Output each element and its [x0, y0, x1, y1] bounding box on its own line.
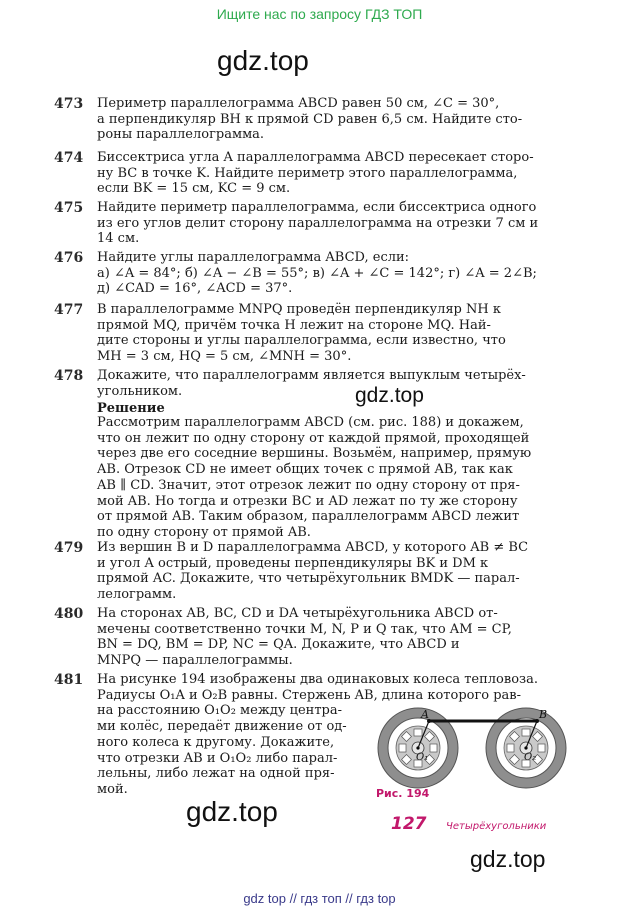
search-hint-link[interactable]: Ищите нас по запросу ГДЗ ТОП	[216, 6, 423, 22]
problem-text: На сторонах AB, BC, CD и DA четырёхугольника ABCD от- мечены соответственно точки M, N, P и Q так, что AM = CP, BN = DQ, BM = DP, NC = QA. Докажите, что ABCD и MNPQ — параллелограммы.	[97, 606, 512, 669]
problem-text: Периметр параллелограмма ABCD равен 50 см, ∠C = 30°, а перпендикуляр BH к прямой CD равен 6,5 см. Найдите сто- роны параллелограмма.	[97, 96, 523, 143]
footer-links[interactable]: gdz top // гдз топ // гдз top	[243, 891, 396, 906]
watermark: gdz.top	[217, 45, 309, 76]
solution-heading: Решение	[97, 401, 165, 416]
problem-text: Найдите периметр параллелограмма, если биссектриса одного из его углов делит сторону параллелограмма на отрезки 7 см и 14 см.	[97, 200, 539, 247]
label-a: A	[421, 708, 429, 721]
problem-text: Из вершин B и D параллелограмма ABCD, у которого AB ≠ BC и угол A острый, проведены перпендикуляры BK и DM к прямой AC. Докажите, что четырёхугольник BMDK — парал- лелограмм.	[97, 540, 529, 603]
problem-number: 473	[54, 96, 84, 112]
solution-text: Рассмотрим параллелограмм ABCD (см. рис. 188) и докажем, что он лежит по одну сторону от каждой прямой, проходящей через две его соседние вершины. Возьмём, например, прямую AB. Отрезок CD не имеет общих точек с прямой AB, так как AB ∥ CD. Значит, этот отрезок лежит по одну сторону от пря- мой AB. Но тогда и отрезки BC и AD лежат по ту же сторону от прямой AB. Таким образом, параллелограмм ABCD лежит по одну сторону от прямой AB.	[97, 415, 532, 540]
label-o2: O₂	[524, 752, 537, 763]
problem-text: Найдите углы параллелограмма ABCD, если: а) ∠A = 84°; б) ∠A − ∠B = 55°; в) ∠A + ∠C = 142°; г) ∠A = 2∠B; д) ∠CAD = 16°, ∠ACD = 37°.	[97, 250, 537, 297]
page-number: 127	[391, 814, 427, 834]
problem-number: 474	[54, 150, 84, 166]
figure-wheels	[372, 704, 570, 794]
problem-text: Биссектриса угла A параллелограмма ABCD пересекает сторо- ну BC в точке K. Найдите периметр этого параллелограмма, если BK = 15 см, KC = 9 см.	[97, 150, 534, 197]
problem-number: 475	[54, 200, 84, 216]
label-b: B	[539, 708, 548, 721]
problem-number: 480	[54, 606, 84, 622]
label-o1: O₁	[416, 752, 429, 763]
problem-text: Докажите, что параллелограмм является выпуклым четырёх- угольником.	[97, 368, 526, 399]
chapter-title: Четырёхугольники	[446, 821, 547, 832]
problem-text: В параллелограмме MNPQ проведён перпендикуляр NH к прямой MQ, причём точка H лежит на стороне MQ. Най- дите стороны и углы параллелограмма, если известно, что MH = 3 см, HQ = 5 см, ∠MNH = 30°.	[97, 302, 506, 365]
watermark: gdz.top	[355, 384, 424, 407]
problem-number: 476	[54, 250, 84, 266]
problem-number: 478	[54, 368, 84, 384]
problem-text: На рисунке 194 изображены два одинаковых колеса тепловоза. Радиусы O₁A и O₂B равны. Стержень AB, длина которого рав- на расстоянию O₁O₂ между центра- ми колёс, передаёт движение от од- ного колеса к другому. Докажите, что отрезки AB и O₁O₂ либо парал- лельны, либо лежат на одной пря- мой.	[97, 672, 538, 797]
watermark: gdz.top	[470, 846, 546, 872]
problem-number: 477	[54, 302, 84, 318]
figure-caption: Рис. 194	[376, 787, 430, 800]
problem-number: 479	[54, 540, 84, 556]
watermark: gdz.top	[186, 796, 278, 827]
problem-number: 481	[54, 672, 84, 688]
